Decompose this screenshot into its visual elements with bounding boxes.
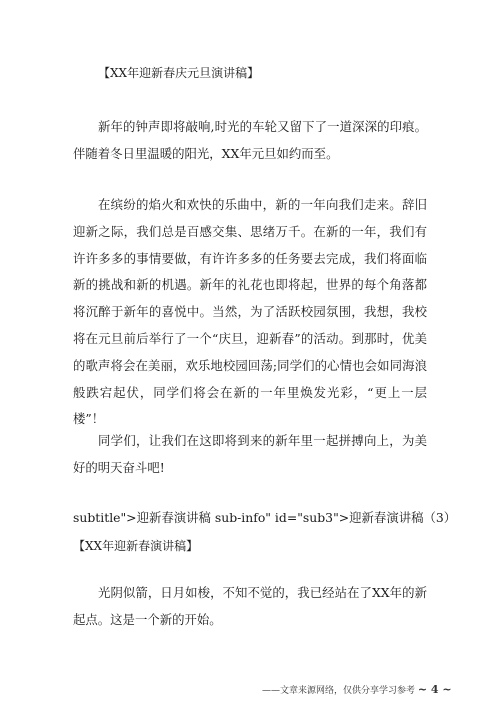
paragraph-4: 光阴似箭，日月如梭，不知不觉的，我已经站在了XX年的新起点。这是一个新的开始。 [73,585,427,627]
page-footer [262,683,452,698]
section-heading-2: 【XX年迎新春演讲稿】 [73,539,199,553]
paragraph-2: 在缤纷的焰火和欢快的乐曲中，新的一年向我们走来。辞旧迎新之际，我们总是百感交集、思绪万千。在新的一年，我们有许许多多的事情要做，有许许多多的任务要去完成，我们将面临新的挑战和新的机遇。新年的礼花也即将起，世界的每个角落都将沉醉于新年的喜悦中。当然，为了活跃校园氛围，我想，我校将在元旦前后举行了一个“庆旦，迎新春”的活动。到那时，优美的歌声将会在美丽，欢乐地校园回荡;同学们的心情也会如同海浪般跌宕起伏，同学们将会在新的一年里焕发光彩，“更上一层楼”！ [73,197,427,427]
footer-source-note: ——文章来源网络，仅供分享学习参考 [262,686,416,696]
page-number: ~ 4 ~ [417,683,452,696]
paragraph-3: 同学们，让我们在这即将到来的新年里一起拼搏向上，为美好的明天奋斗吧! [73,433,427,475]
stray-markup-line: subtitle">迎新春演讲稿 sub-info" id="sub3">迎新春演讲稿（3） [73,510,457,525]
paragraph-1: 新年的钟声即将敲响,时光的车轮又留下了一道深深的印痕。伴随着冬日里温暖的阳光，XX年元旦如约而至。 [73,119,427,161]
section-heading: 【XX年迎新春庆元旦演讲稿】 [98,66,260,80]
